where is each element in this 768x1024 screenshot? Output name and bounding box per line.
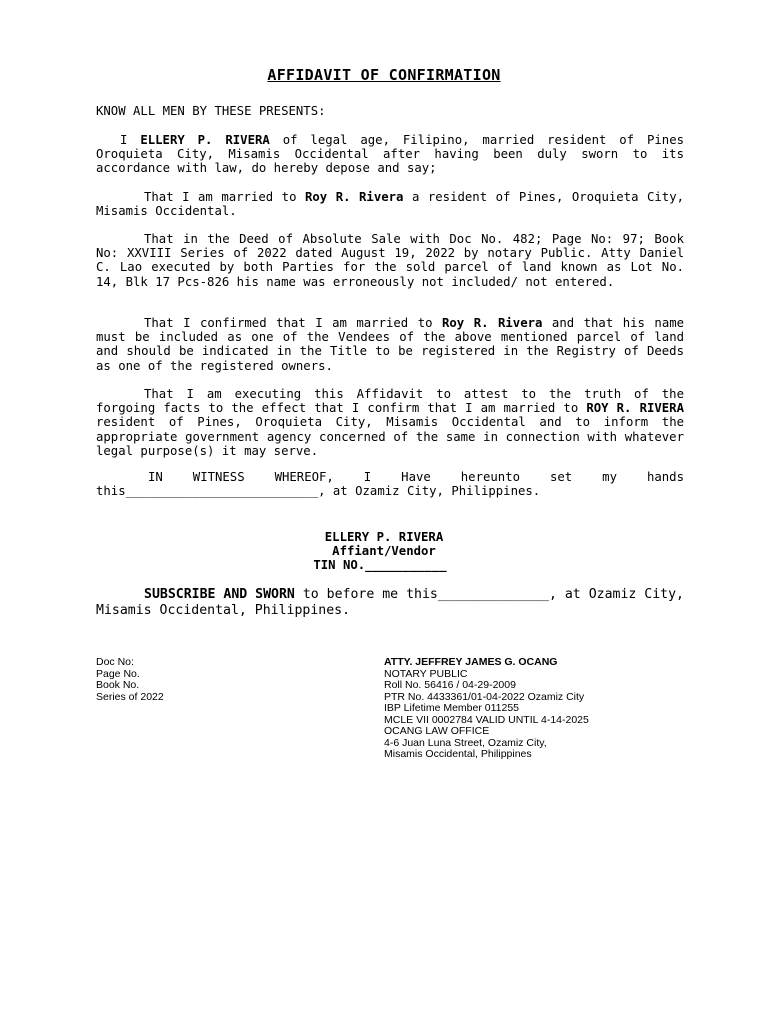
- notary-line: MCLE VII 0002784 VALID UNTIL 4-14-2025: [384, 713, 589, 726]
- spouse-name: ROY R. RIVERA: [586, 401, 684, 416]
- signature-block: [0, 530, 768, 573]
- notary-name: ATTY. JEFFREY JAMES G. OCANG: [384, 656, 558, 668]
- page-no: Page No.: [96, 667, 140, 680]
- spouse-name: Roy R. Rivera: [442, 316, 543, 330]
- affiant-name: ELLERY P. RIVERA: [140, 133, 270, 147]
- notary-line: Roll No. 56416 / 04-29-2009: [384, 679, 516, 691]
- notary-line: PTR No. 4433361/01-04-2022 Ozamiz City: [384, 690, 585, 703]
- paragraph-purpose: That I am executing this Affidavit to attest to the truth of the forgoing facts to the effect that I confirm that I am married to ROY R. RIVERA resident of Pines, Oroquieta City, Misamis Occidental and to inform the appropriate government agency concerned of the same in connection with whatever legal purpose(s) it may serve.: [96, 387, 684, 458]
- notarial-register: [96, 657, 164, 703]
- witness-clause: IN WITNESS WHEREOF, I Have hereunto set my hands this__________________________, at Ozamiz City, Philippines.: [96, 470, 684, 499]
- paragraph-deed: That in the Deed of Absolute Sale with Doc No. 482; Page No: 97; Book No: XXVIII Series of 2022 dated August 19, 2022 by notary Public. Atty Daniel C. Lao executed by both Parties for the sold parcel of land known as Lot No. 14, Blk 17 Pcs-826 his name was erroneously not included/ not entered.: [96, 232, 684, 289]
- book-no: Book No.: [96, 679, 140, 691]
- jurat: SUBSCRIBE AND SWORN to before me this______________, at Ozamiz City, Misamis Occidental, Philippines.: [96, 587, 684, 618]
- signatory-name: ELLERY P. RIVERA: [324, 530, 444, 544]
- intro-line: KNOW ALL MEN BY THESE PRESENTS:: [96, 104, 326, 118]
- paragraph-marriage: That I am married to Roy R. Rivera a resident of Pines, Oroquieta City, Misamis Occidental.: [96, 190, 685, 219]
- document-title: AFFIDAVIT OF CONFIRMATION: [267, 66, 501, 84]
- paragraph-affiant: I ELLERY P. RIVERA of legal age, Filipino, married resident of Pines Oroquieta City, Misamis Occidental after having been duly sworn to its accordance with law, do hereby depose and say;: [96, 133, 685, 176]
- paragraph-confirmation: That I confirmed that I am married to Roy R. Rivera and that his name must be included as one of the Vendees of the above mentioned parcel of land and should be indicated in the Title to be registered in the Registry of Deeds as one of the registered owners.: [96, 316, 685, 373]
- notary-line: Misamis Occidental, Philippines: [384, 748, 532, 760]
- signatory-role: Affiant/Vendor: [332, 544, 436, 559]
- series: Series of 2022: [96, 690, 164, 703]
- notary-line: OCANG LAW OFFICE: [384, 725, 490, 737]
- doc-no: Doc No:: [96, 656, 134, 668]
- notary-line: IBP Lifetime Member 011255: [384, 702, 520, 714]
- notary-line: 4-6 Juan Luna Street, Ozamiz City,: [384, 736, 547, 749]
- tin-line: TIN NO.___________: [313, 558, 447, 573]
- notary-block: [384, 657, 589, 761]
- notary-line: NOTARY PUBLIC: [384, 667, 468, 680]
- spouse-name: Roy R. Rivera: [305, 190, 404, 204]
